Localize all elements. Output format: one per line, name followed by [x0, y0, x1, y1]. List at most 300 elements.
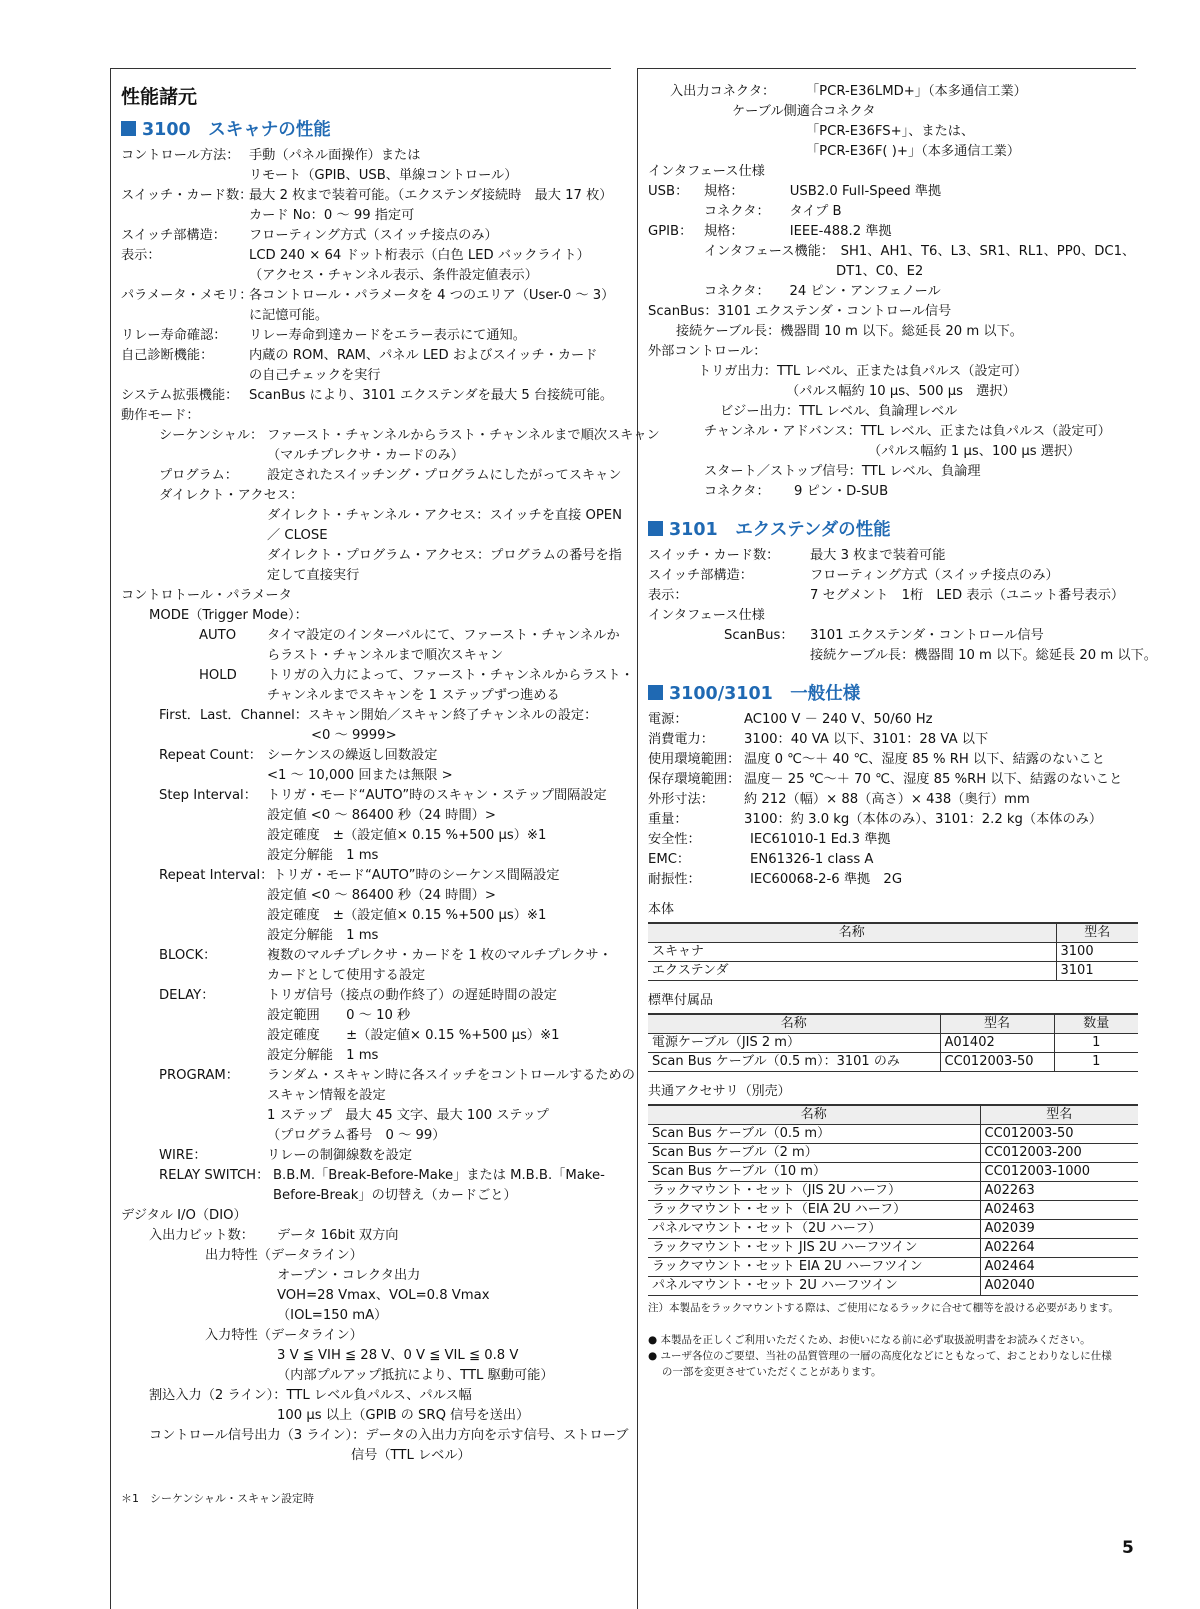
page-number: 5: [1122, 1538, 1134, 1558]
section-heading-3100: [121, 116, 611, 144]
section-heading-text: 3100/3101 一般仕様: [669, 684, 861, 704]
spec-row: [121, 946, 611, 966]
spec-row: [121, 1026, 611, 1046]
table-caption-standard-accessories: 標準付属品: [648, 993, 714, 1008]
spec-text: 1 ステップ 最大 45 文字、最大 100 ステップ: [267, 1108, 549, 1123]
spec-row: [648, 322, 1138, 342]
spec-text: 接続ケーブル長：機器間 10 m 以下。総延長 20 m 以下。: [810, 648, 1157, 663]
table-row: [648, 1201, 1138, 1220]
spec-row: [121, 246, 611, 266]
spec-value: トリガ・モード“AUTO”時のスキャン・ステップ間隔設定: [267, 788, 607, 803]
table-cell: A02464: [980, 1258, 1138, 1277]
spec-text: 定して直接実行: [267, 568, 360, 583]
spec-row: [121, 1306, 611, 1326]
main-unit-table: [648, 922, 1138, 981]
spec-row: [121, 486, 611, 506]
table-row: [648, 943, 1138, 962]
spec-label: 入出力ビット数：: [149, 1228, 254, 1243]
spec-value: 温度 0 ℃～＋ 40 ℃、湿度 85 % RH 以下、結露のないこと: [744, 752, 1105, 767]
spec-value: IEC60068-2-6 準拠 2G: [750, 872, 903, 887]
spec-row: [121, 866, 611, 886]
spec-row: [121, 286, 615, 306]
spec-label: EMC：: [648, 852, 691, 867]
square-bullet-icon: [648, 521, 663, 536]
table-row: [648, 1258, 1138, 1277]
spec-text: ダイレクト・チャンネル・アクセス：スイッチを直接 OPEN: [267, 508, 622, 523]
spec-row: [121, 1046, 611, 1066]
spec-value: 規格： IEEE-488.2 準拠: [704, 224, 892, 239]
table-cell: CC012003-1000: [980, 1163, 1138, 1182]
spec-text: コネクタ： 24 ピン・アンフェノール: [704, 284, 941, 299]
left-column: [121, 82, 660, 1466]
spec-row: [121, 746, 611, 766]
spec-row: [648, 142, 1138, 162]
spec-label: WIRE：: [159, 1148, 207, 1163]
spec-text: （アクセス・チャンネル表示、条件設定値表示）: [249, 268, 538, 283]
right-column: [648, 82, 1157, 1380]
spec-row: [121, 926, 611, 946]
table-cell: CC012003-50: [940, 1053, 1054, 1072]
spec-text: ビジー出力：TTL レベル、負論理レベル: [720, 404, 958, 419]
spec-row: [121, 966, 611, 986]
spec-row: [121, 1146, 611, 1166]
spec-row: [648, 810, 1138, 830]
spec-text: 「PCR-E36F( )+」（本多通信工業）: [806, 144, 1021, 159]
spec-label: 入出力コネクタ：: [670, 84, 776, 99]
table-cell: CC012003-50: [980, 1125, 1138, 1144]
spec-text: 接続ケーブル長：機器間 10 m 以下。総延長 20 m 以下。: [676, 324, 1023, 339]
spec-row: [121, 526, 611, 546]
spec-value: 規格： USB2.0 Full-Speed 準拠: [704, 184, 942, 199]
spec-text: <1 ～ 10,000 回または無限 >: [267, 768, 453, 783]
spec-value: 7 セグメント 1桁 LED 表示（ユニット番号表示）: [810, 588, 1125, 603]
spec-row: [121, 726, 611, 746]
spec-text: に記憶可能。: [249, 308, 329, 323]
spec-row: [648, 850, 1138, 870]
extender-spec-list: [648, 546, 1157, 666]
spec-row: [648, 830, 1138, 850]
table-cell: A02264: [980, 1239, 1138, 1258]
spec-row: [648, 402, 1138, 422]
spec-label: システム拡張機能：: [121, 388, 239, 403]
spec-row: [121, 166, 611, 186]
spec-row: [121, 566, 611, 586]
table-header-cell: 名称: [648, 1105, 980, 1125]
spec-text: 設定分解能 1 ms: [267, 1048, 379, 1063]
spec-value: シーケンスの繰返し回数設定: [267, 748, 438, 763]
spec-label: スイッチ・カード数：: [648, 548, 780, 563]
spec-row: [121, 886, 611, 906]
spec-value: フローティング方式（スイッチ接点のみ）: [249, 228, 498, 243]
spec-value: 3100：約 3.0 kg（本体のみ）、3101：2.2 kg（本体のみ）: [744, 812, 1103, 827]
spec-row: [121, 366, 611, 386]
spec-label: パラメータ・メモリ：: [121, 288, 253, 303]
spec-row: [121, 1386, 611, 1406]
spec-value: 各コントロール・パラメータを 4 つのエリア（User-0 ～ 3）: [249, 288, 615, 303]
spec-value: 設定されたスイッチング・プログラムにしたがってスキャン: [267, 468, 622, 483]
spec-value: 複数のマルチプレクサ・カードを 1 枚のマルチプレクサ・: [267, 948, 612, 963]
spec-row: [648, 546, 1138, 566]
spec-row: [648, 342, 1138, 362]
square-bullet-icon: [648, 685, 663, 700]
spec-row: [648, 790, 1138, 810]
spec-text: 設定確度 ±（設定値× 0.15 %+500 µs）※1: [267, 828, 547, 843]
table-cell: 3101: [1056, 962, 1138, 981]
spec-row: [121, 1166, 611, 1186]
spec-row: [121, 1246, 611, 1266]
spec-row: [648, 302, 1138, 322]
spec-row: [121, 1126, 611, 1146]
spec-text: カードとして使用する設定: [267, 968, 426, 983]
spec-label: Repeat Count：: [159, 748, 262, 763]
spec-row: [121, 1346, 611, 1366]
spec-text: チャンネルまでスキャンを 1 ステップずつ進める: [267, 688, 560, 703]
table-row: [648, 1182, 1138, 1201]
table-cell: CC012003-200: [980, 1144, 1138, 1163]
table-caption-optional-accessories: 共通アクセサリ（別売）: [648, 1084, 791, 1099]
spec-text: （マルチプレクサ・カードのみ）: [267, 448, 465, 463]
spec-row: [648, 482, 1138, 502]
spec-row: [121, 806, 611, 826]
spec-row: [648, 102, 1138, 122]
spec-text: 3 V ≦ VIH ≦ 28 V、0 V ≦ VIL ≦ 0.8 V: [277, 1348, 519, 1363]
spec-label: DELAY：: [159, 988, 215, 1003]
spec-row: [121, 266, 611, 286]
spec-row: [121, 826, 611, 846]
spec-row: [121, 186, 611, 206]
spec-text: チャンネル・アドバンス：TTL レベル、正または負パルス（設定可）: [704, 424, 1111, 439]
spec-row: [121, 1066, 635, 1086]
spec-label: ScanBus：: [724, 628, 794, 643]
spec-value: EN61326-1 class A: [750, 852, 874, 867]
spec-row: [648, 442, 1138, 462]
spec-value: データ 16bit 双方向: [277, 1228, 399, 1243]
spec-row: [121, 706, 611, 726]
spec-row: [648, 646, 1157, 666]
spec-text: インタフェース仕様: [648, 608, 765, 623]
spec-text: 設定確度 ±（設定値× 0.15 %+500 µs）※1: [267, 1028, 560, 1043]
spec-value: タイマ設定のインターバルにて、ファースト・チャンネルか: [267, 628, 620, 643]
spec-text: トリガ出力：TTL レベル、正または負パルス（設定可）: [698, 364, 1028, 379]
spec-value: 手動（パネル面操作）または: [249, 148, 421, 163]
spec-label: スイッチ部構造：: [121, 228, 226, 243]
table-cell: 1: [1054, 1034, 1138, 1053]
table-row: [648, 1125, 1138, 1144]
spec-text: VOH=28 Vmax、VOL=0.8 Vmax: [277, 1288, 490, 1303]
spec-value: リレーの制御線数を設定: [267, 1148, 413, 1163]
spec-value: ScanBus により、3101 エクステンダを最大 5 台接続可能。: [249, 388, 614, 403]
table-cell: ラックマウント・セット JIS 2U ハーフツイン: [648, 1239, 980, 1258]
table-header-cell: 名称: [648, 923, 1056, 943]
spec-label: AUTO: [199, 628, 237, 643]
spec-row: [121, 1266, 611, 1286]
table-cell: A02263: [980, 1182, 1138, 1201]
spec-label: Step Interval：: [159, 788, 257, 803]
table-row: [648, 1053, 1138, 1072]
spec-text: 設定範囲 0 ～ 10 秒: [267, 1008, 411, 1023]
spec-row: [648, 82, 1138, 102]
spec-value: ランダム・スキャン時に各スイッチをコントロールするための: [267, 1068, 635, 1083]
spec-value: ファースト・チャンネルからラスト・チャンネルまで順次スキャン: [267, 428, 660, 443]
spec-label: 表示：: [648, 588, 688, 603]
spec-row: [648, 870, 1138, 890]
table-row: [648, 1163, 1138, 1182]
table-cell: A02040: [980, 1277, 1138, 1296]
table-cell: スキャナ: [648, 943, 1056, 962]
spec-label: 安全性：: [648, 832, 701, 847]
spec-text: ダイレクト・アクセス：: [159, 488, 304, 503]
spec-text: Before-Break」の切替え（カードごと）: [273, 1188, 517, 1203]
spec-row: [121, 506, 622, 526]
spec-text: First．Last．Channel：スキャン開始／スキャン終了チャンネルの設定：: [159, 708, 598, 723]
spec-text: スタート／ストップ信号：TTL レベル、負論理: [704, 464, 981, 479]
spec-row: [121, 1326, 611, 1346]
spec-label: 耐振性：: [648, 872, 701, 887]
spec-text: 設定値 <0 ～ 86400 秒（24 時間）>: [267, 888, 496, 903]
spec-label: コネクタ：: [704, 484, 770, 499]
spec-text: DT1、C0、E2: [836, 264, 924, 279]
spec-text: Repeat Interval：トリガ・モード“AUTO”時のシーケンス間隔設定: [159, 868, 560, 883]
spec-text: インタフェース仕様: [648, 164, 765, 179]
spec-label: PROGRAM：: [159, 1068, 239, 1083]
scanner-spec-list: [121, 146, 660, 1466]
spec-text: 割込入力（2 ライン）：TTL レベル負パルス、パルス幅: [149, 1388, 472, 1403]
spec-value: 最大 3 枚まで装着可能: [810, 548, 946, 563]
spec-text: （内部プルアップ抵抗により、TTL 駆動可能）: [277, 1368, 554, 1383]
spec-text: 外部コントロール：: [648, 344, 767, 359]
table-cell: エクステンダ: [648, 962, 1056, 981]
table-row: [648, 1239, 1138, 1258]
spec-row: [648, 222, 1138, 242]
table-header-cell: 型名: [1056, 923, 1138, 943]
spec-row: [121, 626, 620, 646]
table-cell: パネルマウント・セット（2U ハーフ）: [648, 1220, 980, 1239]
standard-accessories-table: [648, 1013, 1138, 1072]
spec-row: [121, 986, 611, 1006]
spec-text: 「PCR-E36FS+」、または、: [806, 124, 975, 139]
spec-label: 保存環境範囲：: [648, 772, 741, 787]
spec-text: 設定分解能 1 ms: [267, 928, 379, 943]
spec-row: [648, 182, 1138, 202]
spec-row: [648, 362, 1138, 382]
table-header-cell: 型名: [940, 1014, 1054, 1034]
table-row: [648, 1277, 1138, 1296]
spec-label: GPIB：: [648, 224, 693, 239]
spec-text: ／ CLOSE: [267, 528, 328, 543]
spec-row: [648, 606, 1138, 626]
spec-row: [121, 766, 611, 786]
table-header-cell: 数量: [1054, 1014, 1138, 1034]
spec-label: 使用環境範囲：: [648, 752, 741, 767]
spec-row: [648, 162, 1138, 182]
spec-row: [121, 846, 611, 866]
spec-row: [121, 146, 611, 166]
spec-row: [648, 462, 1138, 482]
spec-label: シーケンシャル：: [159, 428, 264, 443]
table-cell: 1: [1054, 1053, 1138, 1072]
spec-row: [121, 326, 611, 346]
spec-row: [121, 1086, 611, 1106]
notice-bullet-line: ● 本製品を正しくご利用いただくため、お使いになる前に必ず取扱説明書をお読みください。: [648, 1334, 1091, 1346]
spec-row: [121, 666, 634, 686]
table-cell: Scan Bus ケーブル（10 m）: [648, 1163, 980, 1182]
spec-row: [121, 546, 622, 566]
square-bullet-icon: [121, 121, 136, 136]
spec-label: 外形寸法：: [648, 792, 714, 807]
spec-label: リレー寿命確認：: [121, 328, 227, 343]
spec-text: （プログラム番号 0 ～ 99）: [267, 1128, 446, 1143]
spec-text: の自己チェックを実行: [249, 368, 381, 383]
spec-label: 消費電力：: [648, 732, 714, 747]
spec-text: 設定値 <0 ～ 86400 秒（24 時間）>: [267, 808, 496, 823]
notice-bullet-line: ● ユーザ各位のご要望、当社の品質管理の一層の高度化などにともなって、おことわりなしに仕様: [648, 1350, 1112, 1362]
spec-text: コントロール信号出力（3 ライン）：データの入出力方向を示す信号、ストローブ: [149, 1428, 629, 1443]
spec-row: [121, 466, 622, 486]
spec-text: 入力特性（データライン）: [205, 1328, 363, 1343]
spec-label: BLOCK：: [159, 948, 217, 963]
io-interface-spec-list: [648, 82, 1138, 502]
spec-row: [121, 1206, 611, 1226]
spec-label: HOLD: [199, 668, 237, 683]
optional-accessories-table: [648, 1104, 1138, 1296]
spec-row: [648, 282, 1138, 302]
spec-label: 表示：: [121, 248, 161, 263]
spec-value: 9 ピン・D-SUB: [794, 484, 889, 499]
spec-value: 最大 2 枚まで装着可能。（エクステンダ接続時 最大 17 枚）: [249, 188, 613, 203]
spec-row: [648, 750, 1138, 770]
table-caption-main-unit: 本体: [648, 902, 675, 917]
spec-value: IEC61010-1 Ed.3 準拠: [750, 832, 891, 847]
section-heading-text: 3100 スキャナの性能: [142, 120, 331, 140]
spec-text: （IOL=150 mA）: [277, 1308, 388, 1323]
spec-row: [121, 426, 660, 446]
spec-row: [121, 406, 611, 426]
spec-text: （パルス幅約 1 µs、100 µs 選択）: [868, 444, 1081, 459]
notice-bullet-line: の一部を変更させていただくことがあります。: [648, 1366, 882, 1378]
spec-value: LCD 240 × 64 ドット桁表示（白色 LED バックライト）: [249, 248, 590, 263]
spec-value: 約 212（幅）× 88（高さ）× 438（奥行）mm: [744, 792, 1030, 807]
spec-text: スキャン情報を設定: [267, 1088, 386, 1103]
spec-row: [648, 262, 1138, 282]
spec-label: スイッチ部構造：: [648, 568, 753, 583]
table-cell: A02039: [980, 1220, 1138, 1239]
spec-label: USB：: [648, 184, 689, 199]
spec-row: [648, 242, 1138, 262]
spec-text: オープン・コレクタ出力: [277, 1268, 421, 1283]
spec-text: コネクタ： タイプ B: [704, 204, 842, 219]
spec-text: 100 µs 以上（GPIB の SRQ 信号を送出）: [277, 1408, 530, 1423]
spec-value: フローティング方式（スイッチ接点のみ）: [810, 568, 1059, 583]
table-header-cell: 名称: [648, 1014, 940, 1034]
general-spec-list: [648, 710, 1138, 890]
spec-value: 3101 エクステンダ・コントロール信号: [810, 628, 1044, 643]
spec-row: [121, 446, 611, 466]
spec-text: ダイレクト・プログラム・アクセス：プログラムの番号を指: [267, 548, 622, 563]
table-cell: ラックマウント・セット（EIA 2U ハーフ）: [648, 1201, 980, 1220]
spec-text: ScanBus：3101 エクステンダ・コントロール信号: [648, 304, 952, 319]
spec-text: 出力特性（データライン）: [205, 1248, 363, 1263]
spec-label: 電源：: [648, 712, 688, 727]
spec-row: [121, 686, 611, 706]
spec-row: [121, 1106, 611, 1126]
table-cell: A02463: [980, 1201, 1138, 1220]
spec-row: [648, 122, 1138, 142]
page-title: 性能諸元: [121, 86, 198, 108]
spec-row: [121, 386, 614, 406]
spec-row: [121, 1406, 611, 1426]
table-row: [648, 1034, 1138, 1053]
spec-row: [648, 770, 1138, 790]
spec-text: （パルス幅約 10 µs、500 µs 選択）: [786, 384, 1016, 399]
spec-text: 信号（TTL レベル）: [351, 1448, 471, 1463]
spec-row: [121, 646, 611, 666]
spec-row: [121, 206, 611, 226]
spec-value: トリガ信号（接点の動作終了）の遅延時間の設定: [267, 988, 557, 1003]
table-cell: Scan Bus ケーブル（0.5 m）: [648, 1125, 980, 1144]
table-cell: パネルマウント・セット 2U ハーフツイン: [648, 1277, 980, 1296]
spec-value: リレー寿命到達カードをエラー表示にて通知。: [249, 328, 526, 343]
spec-text: 動作モード：: [121, 408, 200, 423]
spec-text: デジタル I/O（DIO）: [121, 1208, 247, 1223]
spec-row: [121, 346, 611, 366]
spec-row: [648, 626, 1138, 646]
spec-text: 設定分解能 1 ms: [267, 848, 379, 863]
spec-row: [121, 786, 611, 806]
spec-value: トリガの入力によって、ファースト・チャンネルからラスト・: [267, 668, 634, 683]
spec-value: 内蔵の ROM、RAM、パネル LED およびスイッチ・カード: [249, 348, 598, 363]
table-row: [648, 962, 1138, 981]
rack-mount-note: 注）本製品をラックマウントする際は、ご使用になるラックに合せて棚等を設ける必要があります。: [648, 1302, 1119, 1314]
spec-row: [121, 1006, 611, 1026]
spec-text: カード No：0 ～ 99 指定可: [249, 208, 415, 223]
spec-row: [121, 606, 611, 626]
footnote: ＊1 シーケンシャル・スキャン設定時: [121, 1492, 314, 1505]
section-heading-general: [648, 680, 1138, 708]
spec-row: [121, 226, 611, 246]
table-cell: ラックマウント・セット EIA 2U ハーフツイン: [648, 1258, 980, 1277]
table-cell: 3100: [1056, 943, 1138, 962]
spec-label: RELAY SWITCH：: [159, 1168, 270, 1183]
spec-label: 重量：: [648, 812, 688, 827]
table-cell: A01402: [940, 1034, 1054, 1053]
spec-row: [648, 586, 1138, 606]
spec-value: B.B.M.「Break-Before-Make」または M.B.B.「Make-: [273, 1168, 605, 1183]
spec-label: 自己診断機能：: [121, 348, 214, 363]
spec-row: [121, 586, 611, 606]
spec-row: [648, 382, 1138, 402]
spec-row: [121, 1366, 611, 1386]
spec-value: 3100：40 VA 以下、3101：28 VA 以下: [744, 732, 989, 747]
spec-row: [121, 306, 611, 326]
spec-row: [648, 730, 1138, 750]
spec-row: [121, 1226, 611, 1246]
spec-text: らラスト・チャンネルまで順次スキャン: [267, 648, 504, 663]
spec-row: [121, 906, 611, 926]
notice-bullets: [648, 1332, 1138, 1380]
spec-text: <0 ～ 9999>: [311, 728, 397, 743]
table-cell: Scan Bus ケーブル（0.5 m）：3101 のみ: [648, 1053, 940, 1072]
section-heading-text: 3101 エクステンダの性能: [669, 520, 891, 540]
spec-text: MODE（Trigger Mode）：: [149, 608, 308, 623]
spec-label: コントロール方法：: [121, 148, 240, 163]
spec-text: 設定確度 ±（設定値× 0.15 %+500 µs）※1: [267, 908, 547, 923]
spec-value: 温度－ 25 ℃～＋ 70 ℃、湿度 85 %RH 以下、結露のないこと: [744, 772, 1123, 787]
spec-row: [648, 710, 1138, 730]
spec-value: AC100 V － 240 V、50/60 Hz: [744, 712, 933, 727]
spec-text: インタフェース機能： SH1、AH1、T6、L3、SR1、RL1、PP0、DC1、: [704, 244, 1136, 259]
spec-row: [648, 422, 1138, 442]
spec-row: [121, 1446, 611, 1466]
